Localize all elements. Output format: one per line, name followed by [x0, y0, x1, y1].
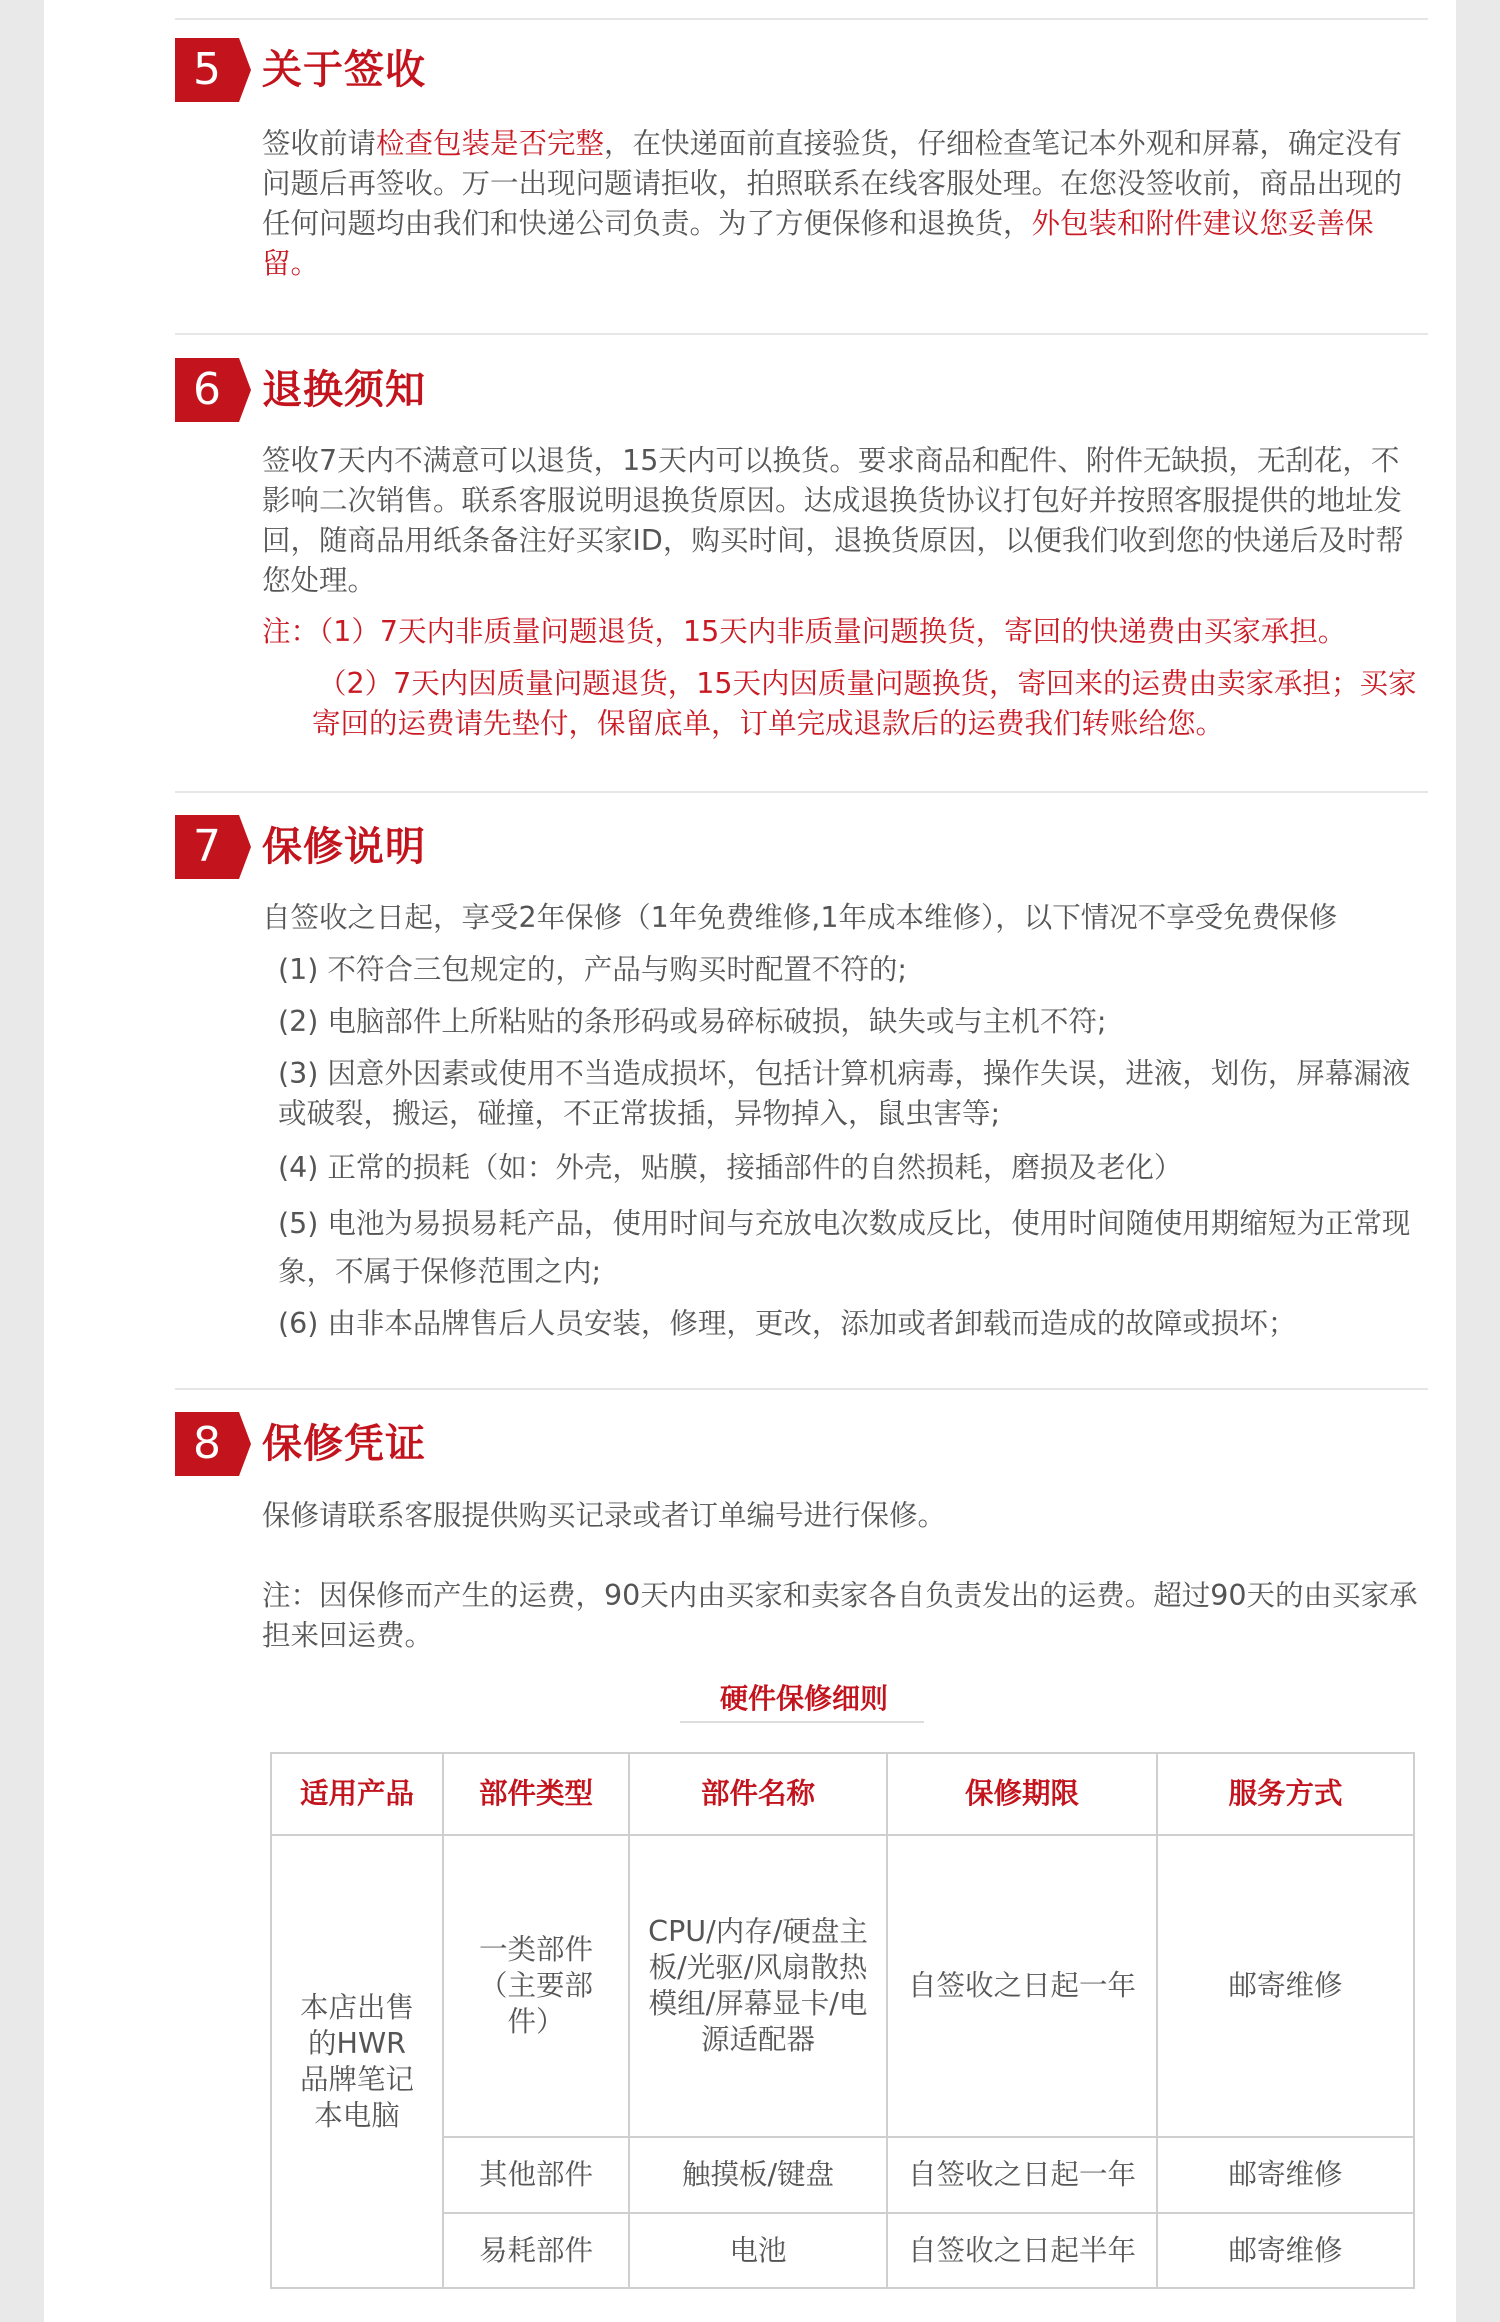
table-header: 部件类型 — [443, 1753, 629, 1835]
table-header: 保修期限 — [887, 1753, 1157, 1835]
returns-note-1: 注：（1）7天内非质量问题退货，15天内非质量问题换货，寄回的快递费由买家承担。 — [262, 615, 1347, 648]
period-cell: 自签收之日起一年 — [887, 1835, 1157, 2137]
table-row — [271, 1835, 1414, 2137]
warranty-item: (6) 由非本品牌售后人员安装，修理，更改，添加或者卸载而造成的故障或损坏； — [278, 1307, 1297, 1340]
part-name-cell: 电池 — [629, 2213, 887, 2288]
period-cell: 自签收之日起半年 — [887, 2213, 1157, 2288]
voucher-note: 注：因保修而产生的运费，90天内由买家和卖家各自负责发出的运费。超过90天的由买家承担来回运费。 — [262, 1579, 1418, 1652]
part-type-cell: 易耗部件 — [443, 2213, 629, 2288]
section-number-6: 6 — [175, 358, 239, 422]
highlight-text: 检查包装是否完整 — [376, 127, 605, 160]
returns-note-2: （2）7天内因质量问题退货，15天内因质量问题换货，寄回来的运费由卖家承担；买家寄回的运费请先垫付，保留底单，订单完成退款后的运费我们转账给您。 — [312, 667, 1417, 740]
table-header: 部件名称 — [629, 1753, 887, 1835]
table-header-row — [271, 1753, 1414, 1835]
warranty-intro: 自签收之日起，享受2年保修（1年免费维修,1年成本维修），以下情况不享受免费保修 — [262, 901, 1338, 934]
warranty-item: (5) 电池为易损易耗产品，使用时间与充放电次数成反比，使用时间随使用期缩短为正常现象，不属于保修范围之内; — [278, 1207, 1411, 1288]
highlight-text: 外包装和附件建议您妥善保留。 — [262, 207, 1374, 280]
sign-paragraph: 签收前请检查包装是否完整，在快递面前直接验货，仔细检查笔记本外观和屏幕，确定没有问题后再签收。万一出现问题请拒收，拍照联系在线客服处理。在您没签收前，商品出现的任何问题均由我们和快递公司负责。为了方便保修和退换货，外包装和附件建议您妥善保留。 — [262, 127, 1403, 280]
table-header: 服务方式 — [1157, 1753, 1414, 1835]
part-type-cell: 一类部件（主要部件） — [443, 1835, 629, 2137]
part-type-cell: 其他部件 — [443, 2137, 629, 2213]
document-page — [44, 0, 1456, 2322]
part-name-cell: CPU/内存/硬盘主板/光驱/风扇散热模组/屏幕显卡/电源适配器 — [629, 1835, 887, 2137]
warranty-item: (1) 不符合三包规定的，产品与购买时配置不符的; — [278, 953, 908, 986]
section-title-sign: 关于签收 — [262, 47, 426, 93]
section-number-7: 7 — [175, 815, 239, 879]
service-cell: 邮寄维修 — [1157, 1835, 1414, 2137]
period-cell: 自签收之日起一年 — [887, 2137, 1157, 2213]
section-number-8: 8 — [175, 1412, 239, 1476]
table-title: 硬件保修细则 — [719, 1682, 888, 1715]
service-cell: 邮寄维修 — [1157, 2213, 1414, 2288]
section-title-returns: 退换须知 — [262, 367, 426, 413]
service-cell: 邮寄维修 — [1157, 2137, 1414, 2213]
divider — [175, 18, 1428, 20]
table-header: 适用产品 — [271, 1753, 443, 1835]
divider — [175, 1388, 1428, 1390]
product-cell: 本店出售的HWR品牌笔记本电脑 — [271, 1835, 443, 2288]
divider — [175, 333, 1428, 335]
returns-paragraph: 签收7天内不满意可以退货，15天内可以换货。要求商品和配件、附件无缺损，无刮花，不影响二次销售。联系客服说明退换货原因。达成退换货协议打包好并按照客服提供的地址发回，随商品用纸条备注好买家ID，购买时间，退换货原因，以便我们收到您的快递后及时帮您处理。 — [262, 444, 1404, 597]
table-row — [271, 2213, 1414, 2288]
section-title-warranty: 保修说明 — [262, 824, 426, 870]
warranty-item: (2) 电脑部件上所粘贴的条形码或易碎标破损，缺失或与主机不符; — [278, 1005, 1107, 1038]
voucher-paragraph: 保修请联系客服提供购买记录或者订单编号进行保修。 — [262, 1499, 947, 1532]
part-name-cell: 触摸板/键盘 — [629, 2137, 887, 2213]
divider — [175, 791, 1428, 793]
warranty-item: (4) 正常的损耗（如：外壳，贴膜，接插部件的自然损耗，磨损及老化） — [278, 1151, 1183, 1184]
warranty-table — [270, 1752, 1415, 2289]
table-row — [271, 2137, 1414, 2213]
section-title-voucher: 保修凭证 — [262, 1421, 426, 1467]
warranty-item: (3) 因意外因素或使用不当造成损坏，包括计算机病毒，操作失误，进液，划伤，屏幕漏液或破裂，搬运，碰撞，不正常拔插，异物掉入，鼠虫害等; — [278, 1057, 1411, 1130]
table-title-underline — [680, 1721, 924, 1723]
section-number-5: 5 — [175, 38, 239, 102]
